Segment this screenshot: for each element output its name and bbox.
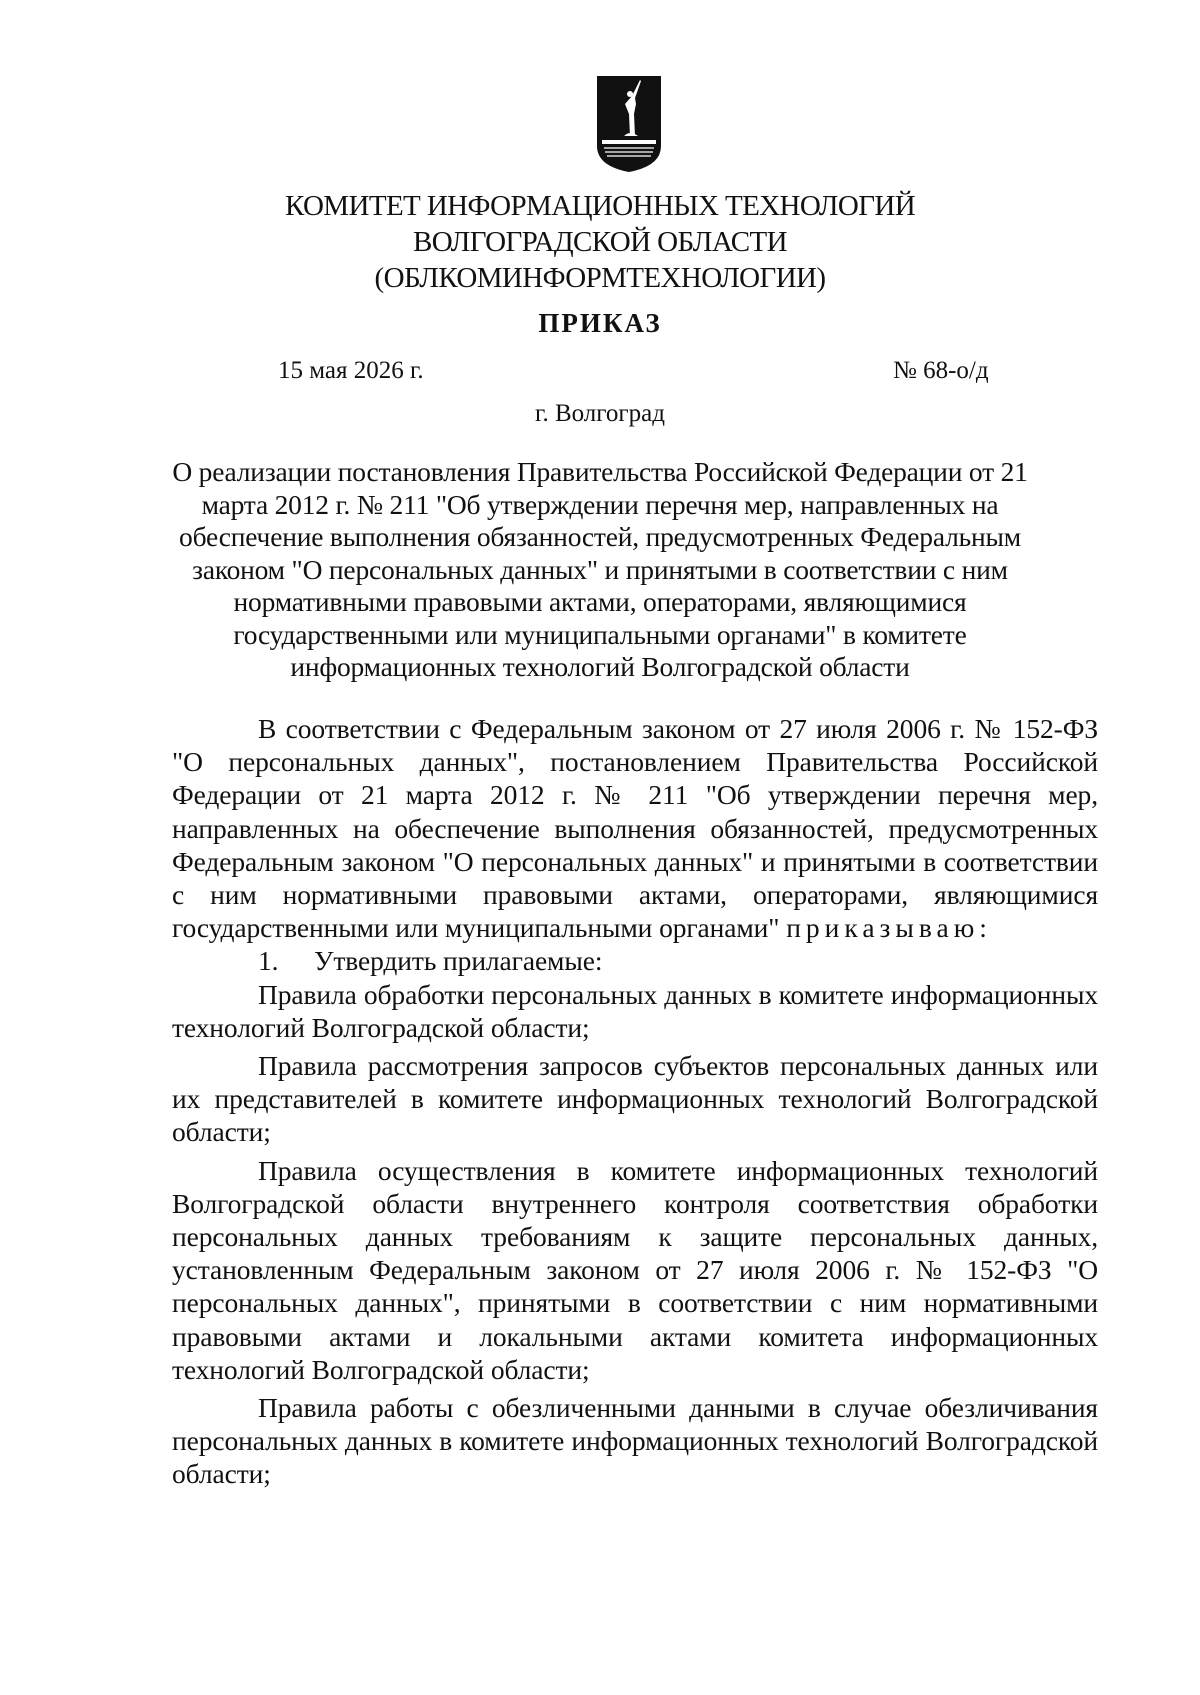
document-number: № 68-о/д <box>893 357 989 384</box>
rule-paragraph-2: Правила рассмотрения запросов субъектов персональных данных или их представителей в комитете информационных технологий Волгоградской области; <box>172 1050 1098 1148</box>
document-type-title: ПРИКАЗ <box>538 308 662 338</box>
document-date: 15 мая 2026 г. <box>278 357 424 384</box>
list-item-number: 1. <box>258 945 279 977</box>
coat-of-arms-emblem <box>594 74 664 174</box>
document-body <box>172 712 1098 1491</box>
rule-paragraph-3: Правила осуществления в комитете информационных технологий Волгоградской области внутреннего контроля соответствия обработки персональных данных требованиям к защите персональных данных, установленным Федеральным законом от 27 июля 2006 г. № 152-ФЗ "О персональных данных", принятыми в соответствии с ним нормативными правовыми актами и локальными актами комитета информационных технологий Волгоградской области; <box>172 1154 1098 1385</box>
document-city: г. Волгоград <box>535 400 665 427</box>
org-name-line-3: (ОБЛКОМИНФОРМТЕХНОЛОГИИ) <box>374 262 826 294</box>
preamble-paragraph <box>172 712 1098 944</box>
list-item-1 <box>172 944 1098 977</box>
org-name-line-2: ВОЛГОГРАДСКОЙ ОБЛАСТИ <box>413 226 787 258</box>
list-item-text: Утвердить прилагаемые: <box>314 945 603 977</box>
preamble-text: В соответствии с Федеральным законом от 27 июля 2006 г. № 152-ФЗ "О персональных данных", постановлением Правительства Российской Федерации от 21 марта 2012 г. № 211 "Об утверждении перечня мер, направленных на обеспечение выполнения обязанностей, предусмотренных Федеральным законом "О персональных данных" и принятыми в соответствии с ним нормативными правовыми актами, операторами, являющимися государственными или муниципальными органами" <box>172 713 1098 944</box>
document-subject: О реализации постановления Правительства Российской Федерации от 21 марта 2012 г. № 211 "Об утверждении перечня мер, направленных на обеспечение выполнения обязанностей, предусмотренных Федеральным законом "О персональных данных" и принятыми в соответствии с ним нормативными правовыми актами, операторами, являющимися государственными или муниципальными органами" в комитете информационных технологий Волгоградской области <box>172 456 1028 682</box>
rule-paragraph-1: Правила обработки персональных данных в комитете информационных технологий Волгоградской области; <box>172 978 1098 1043</box>
rule-paragraph-4: Правила работы с обезличенными данными в случае обезличивания персональных данных в комитете информационных технологий Волгоградской области; <box>172 1392 1098 1490</box>
org-name-line-1: КОМИТЕТ ИНФОРМАЦИОННЫХ ТЕХНОЛОГИЙ <box>284 190 916 222</box>
order-word: приказываю: <box>786 912 992 944</box>
